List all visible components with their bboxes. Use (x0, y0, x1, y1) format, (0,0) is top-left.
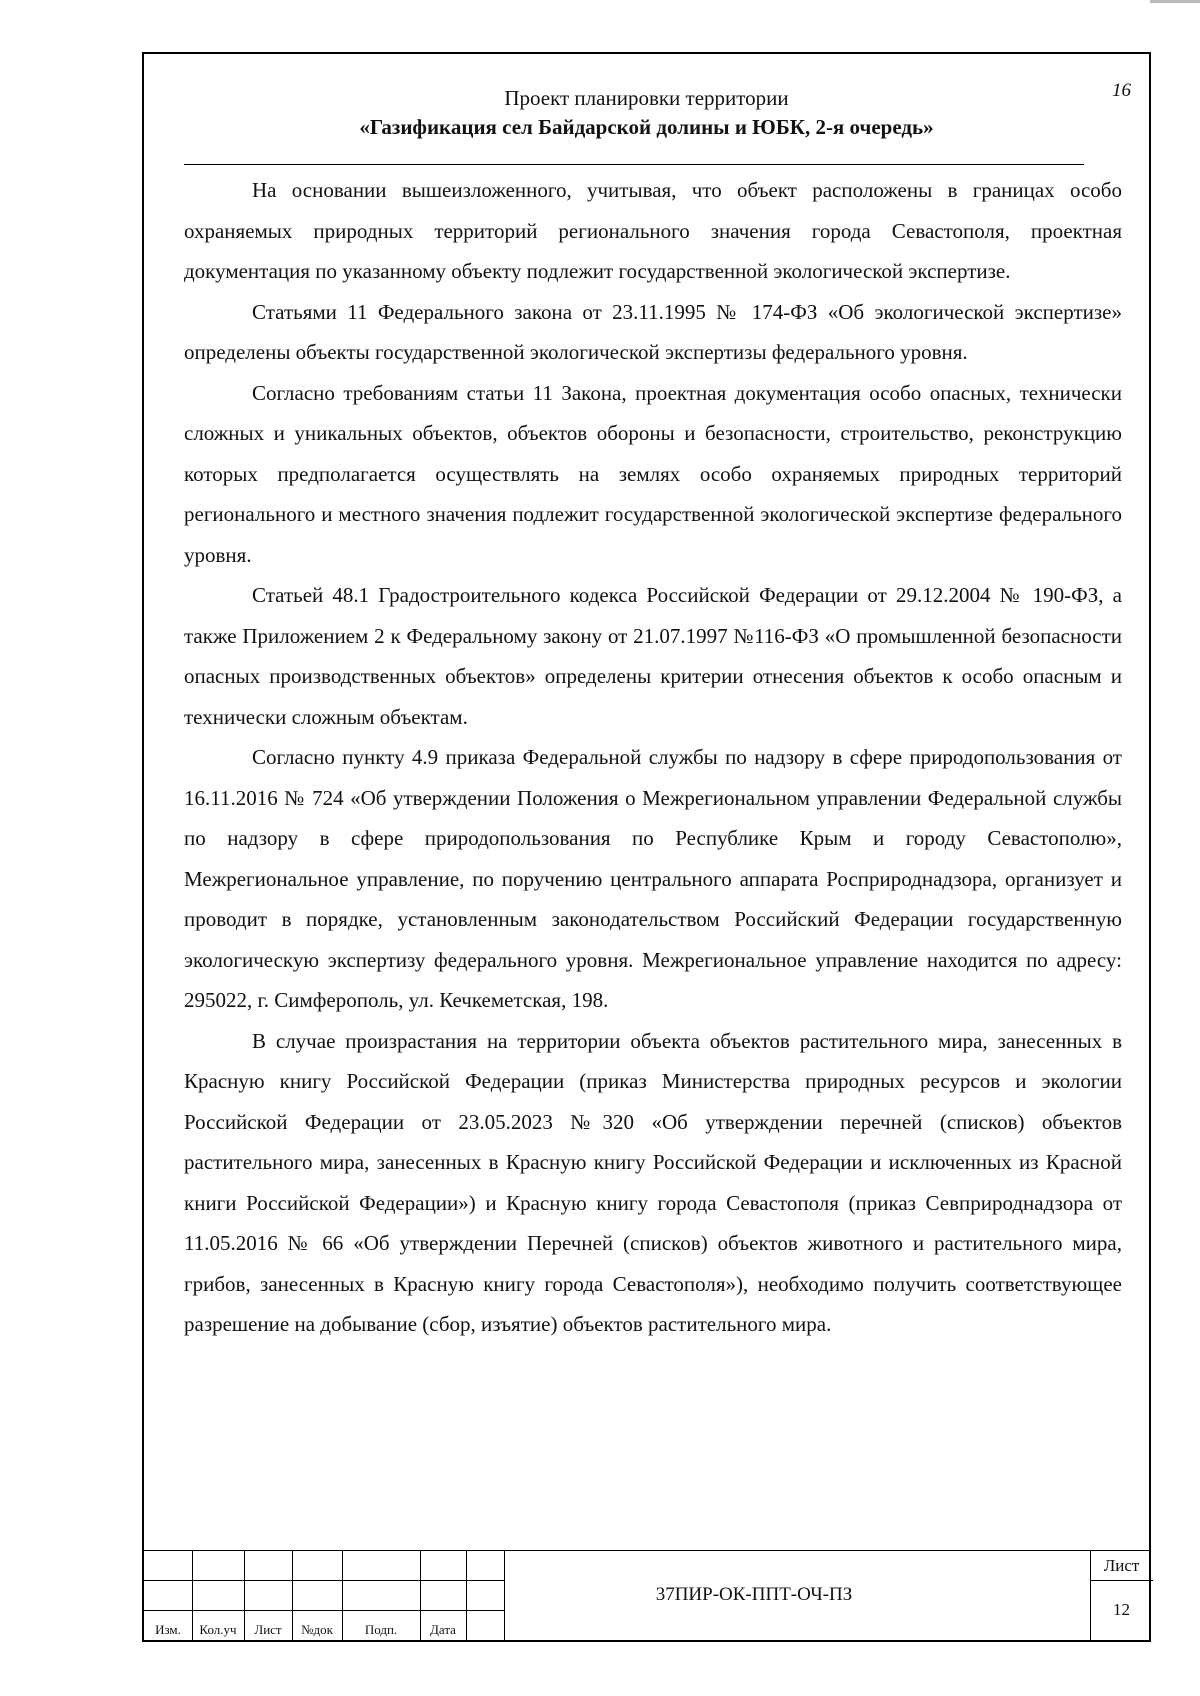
stamp-col-line (466, 1550, 467, 1640)
stamp-label-podp: Подп. (364, 1622, 398, 1637)
stamp-label-list: Лист (254, 1622, 282, 1637)
sheet-number: 12 (1113, 1600, 1130, 1619)
title-block-stamp (144, 1550, 1149, 1640)
stamp-label-data: Дата (430, 1622, 456, 1637)
stamp-label-kol-uch: Кол.уч (199, 1622, 237, 1637)
header-line-1: Проект планировки территории (504, 86, 789, 110)
page-frame (142, 52, 1151, 1642)
stamp-row-line (144, 1610, 504, 1611)
sheet-label: Лист (1103, 1556, 1140, 1575)
paragraph: В случае произрастания на территории объекта объектов растительного мира, занесенных в Красную книгу Российской Федерации (приказ Министерства природных ресурсов и экологии Российской Федерации от 23.05.2023 №320 «Об утверждении перечней (списков) объектов растительного мира, занесенных в Красную книгу Российской Федерации и исключенных из Красной книги Российской Федерации») и Красную книгу города Севастополя (приказ Севприроднадзора от 11.05.2016 № 66 «Об утверждении Перечней (списков) объектов животного и растительного мира, грибов, занесенных в Красную книгу города Севастополя»), необходимо получить соответствующее разрешение на добывание (сбор, изъятие) объектов растительного мира. (184, 1028, 1122, 1336)
paragraph: Согласно пункту 4.9 приказа Федеральной службы по надзору в сфере природопользования от 16.11.2016 № 724 «Об утверждении Положения о Межрегиональном управлении Федеральной службы по надзору в сфере природопользования по Республике Крым и городу Севастополю», Межрегиональное управление, по поручению центрального аппарата Росприроднадзора, организует и проводит в порядке, установленным законодательством Российский Федерации государственную экологическую экспертизу федерального уровня. Межрегиональное управление находится по адресу: 295022, г. Симферополь, ул. Кечкеметская, 198. (184, 745, 1122, 1012)
header-divider (184, 164, 1084, 165)
stamp-sheet-line (1090, 1580, 1153, 1581)
document-header (144, 84, 1149, 142)
stamp-row-line (144, 1580, 504, 1581)
stamp-label-ndok: №док (301, 1622, 333, 1637)
paragraph: Статьями 11 Федерального закона от 23.11.1995 № 174-ФЗ «Об экологической экспертизе» определены объекты государственной экологической экспертизы федерального уровня. (184, 299, 1122, 364)
page-number: 16 (1112, 80, 1131, 101)
paragraph: Статьей 48.1 Градостроительного кодекса Российской Федерации от 29.12.2004 № 190-ФЗ, а также Приложением 2 к Федеральному закону от 21.07.1997 №116-ФЗ «О промышленной безопасности опасных производственных объектов» определены критерии отнесения объектов к особо опасным и технически сложным объектам. (184, 583, 1122, 729)
stamp-label-izm: Изм. (155, 1622, 181, 1637)
paragraph: На основании вышеизложенного, учитывая, что объект расположены в границах особо охраняемых природных территорий регионального значения города Севастополя, проектная документация по указанному объекту подлежит государственной экологической экспертизе. (184, 178, 1122, 283)
document-code: 37ПИР-ОК-ППТ-ОЧ-ПЗ (655, 1584, 853, 1605)
body-text (184, 170, 1122, 1345)
header-line-2: «Газификация сел Байдарской долины и ЮБК, 2-я очередь» (359, 115, 934, 139)
scan-corner-mark (1150, 0, 1200, 3)
stamp-top-border (144, 1550, 1149, 1551)
paragraph: Согласно требованиям статьи 11 Закона, проектная документация особо опасных, технически сложных и уникальных объектов, объектов обороны и безопасности, строительство, реконструкцию которых предполагается осуществлять на землях особо охраняемых природных территорий регионального и местного значения подлежит государственной экологической экспертизе федерального уровня. (184, 380, 1122, 567)
